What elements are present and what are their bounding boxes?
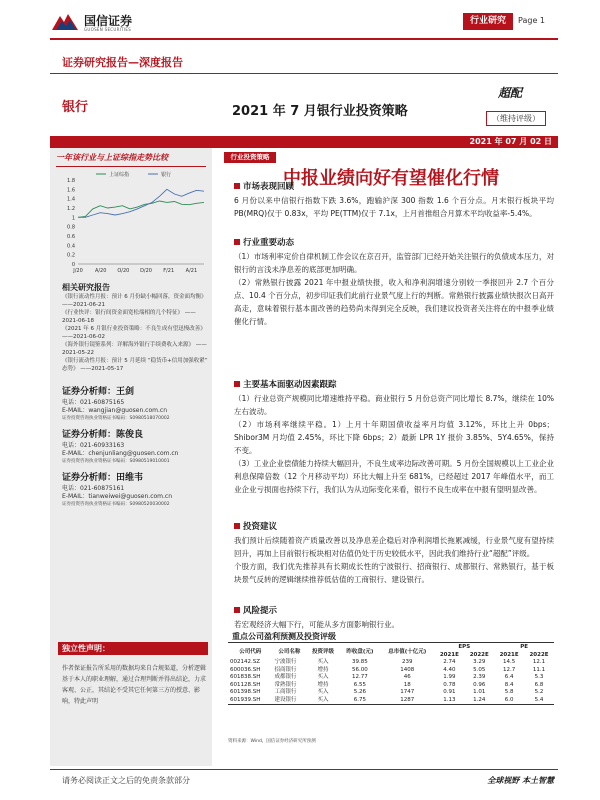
section-title — [234, 378, 554, 390]
x-tick-label: A/21 — [185, 268, 198, 274]
headline: 中报业绩向好有望催化行情 — [283, 168, 499, 189]
section-tag: 行业投资策略 — [224, 152, 276, 163]
table-cell: 600036.SH — [230, 666, 261, 673]
section — [234, 520, 554, 586]
sidebar — [50, 148, 212, 766]
table-cell: 1.01 — [473, 689, 486, 695]
table-cell: 5.26 — [353, 689, 367, 695]
analyst-cert: 证券投资咨询执业资格证书编码：S0980518070002 — [62, 416, 170, 421]
date-bar — [50, 136, 558, 148]
table-cell: 56.00 — [352, 666, 368, 673]
legend-label: 上证综指 — [109, 172, 130, 178]
related-report-item: 《2021 年 6 月银行业投资策略：不良生成有望迅慢改善》 ——2021-06-02 — [62, 326, 206, 340]
table-cell: 6.0 — [494, 697, 524, 705]
table-cell: 增持 — [317, 666, 329, 673]
table-cell: 11.1 — [532, 666, 546, 673]
analyst-list — [62, 384, 210, 513]
table-title: 重点公司盈利预测及投资评级 — [232, 632, 336, 641]
table-cell: 5.8 — [504, 689, 514, 695]
section — [234, 604, 554, 631]
analyst-email: E-MAIL：chenjunliang@guosen.com.cn — [62, 450, 179, 457]
table-cell: 12.7 — [502, 666, 516, 673]
analyst-card — [62, 470, 210, 508]
x-tick-label: A/20 — [94, 268, 107, 274]
section-paragraph: 个股方面，我们优先推荐具有长期成长性的宁波银行、招商银行、成都银行、常熟银行，基于板块景气反转的逻辑继续推荐低估值的工商银行、建设银行。 — [234, 562, 554, 584]
related-list — [62, 293, 208, 373]
table-cell: 6.4 — [504, 674, 514, 680]
table-header-cell: 投资评级 — [306, 643, 340, 660]
header-rule — [50, 38, 558, 40]
table-header-cell: 总市值(十亿元) — [380, 643, 434, 660]
company-sub: GUOSEN SECURITIES — [84, 27, 132, 32]
section-title — [234, 180, 554, 192]
table-header-cell: 昨收盘(元) — [340, 643, 380, 660]
independence-heading: 独立性声明： — [58, 642, 208, 655]
table-subheader-cell: 2021E — [439, 652, 459, 658]
report-type: 证券研究报告—深度报告 — [62, 56, 183, 69]
analyst-role: 证券分析师： — [62, 387, 117, 397]
footer-slogan: 全球视野 本土智慧 — [487, 776, 554, 785]
analyst-name — [62, 470, 210, 483]
analyst-name-text: 王剑 — [116, 387, 135, 397]
table-cell: 建设银行 — [273, 697, 307, 705]
table-subheader-cell: 2021E — [499, 652, 519, 658]
table-cell: 002142.SZ — [230, 659, 261, 665]
y-tick-label: 1.8 — [67, 178, 75, 184]
table-cell: 6.8 — [534, 681, 544, 688]
y-tick-label: 0.4 — [67, 243, 75, 250]
y-tick-label: 1 — [71, 215, 75, 222]
analyst-card — [62, 427, 210, 465]
industry-label: 银行 — [62, 100, 89, 115]
table-row — [228, 697, 554, 705]
table-group-header: EPS — [434, 643, 494, 652]
table-cell: 5.2 — [534, 689, 544, 695]
section-title — [234, 236, 554, 248]
table-cell: 39.85 — [352, 659, 368, 665]
section-paragraph: 我们预计后续随着资产质量改善以及净息差企稳后对净利润增长拖累减缓，行业景气度有望持续回升，再加上目前银行板块相对估值仍处于历史较低水平，因此我们维持行业“超配”评级。 — [234, 536, 554, 558]
table-group-header: PE — [494, 643, 554, 652]
header-tab: 行业研究 — [463, 13, 513, 30]
chart-heading: 一年该行业与上证综指走势比较 — [56, 152, 206, 167]
table-row — [228, 689, 554, 697]
table-header-cell: 公司名称 — [273, 643, 307, 660]
performance-chart — [56, 168, 208, 278]
section-paragraph: 若宏观经济大幅下行，可能从多方面影响银行业。 — [234, 620, 399, 629]
table-cell: 18 — [403, 681, 411, 688]
section — [234, 236, 554, 328]
table-row — [228, 674, 554, 682]
table-cell: 1747 — [400, 689, 415, 695]
table-cell: 46 — [403, 674, 411, 680]
table-cell: 12.1 — [532, 659, 546, 665]
report-date: 2021 年 07 月 02 日 — [469, 137, 552, 146]
y-tick-label: 0.8 — [67, 224, 75, 231]
table-cell: 1408 — [400, 666, 415, 673]
table-cell: 0.78 — [443, 681, 456, 688]
section-title — [234, 604, 554, 616]
bullet-icon — [234, 239, 240, 245]
bullet-icon — [234, 183, 240, 189]
section-paragraph: 6 月份以来中信银行指数下跌 3.6%，跑输沪深 300 指数 1.6 个百分点。月末银行板块平均 PB(MRQ)仅于 0.83x，平均 PE(TTM)仅于 7.1x，上月首推组合月算术平均收益率-5.4%。 — [234, 196, 554, 218]
related-report-item: 《银行流动性月报：预计 5 月延续 “稳货币+信用加强收紧” 态势》 ——2021-05-17 — [62, 358, 208, 372]
table-cell: 12.77 — [352, 674, 368, 680]
table-cell: 6.55 — [353, 681, 367, 688]
analyst-phone: 电话：021-60933163 — [62, 442, 125, 449]
table-cell: 0.96 — [473, 681, 486, 688]
table-cell: 1.24 — [464, 697, 494, 705]
table-cell: 5.3 — [534, 674, 544, 680]
x-tick-label: F/21 — [163, 268, 175, 274]
section — [234, 378, 554, 496]
table-cell: 601398.SH — [230, 689, 261, 695]
table-row — [228, 659, 554, 667]
analyst-name — [62, 427, 210, 440]
footer-rule — [50, 769, 558, 770]
table-cell: 1287 — [380, 697, 434, 705]
analyst-role: 证券分析师： — [62, 430, 117, 440]
section-title-text: 投资建议 — [243, 522, 278, 532]
y-tick-label: 1.4 — [67, 196, 75, 203]
table-cell: 601128.SH — [230, 681, 261, 688]
y-tick-label: 0.2 — [67, 252, 75, 259]
independence-text: 作者保证报告所采用的数据均来自合规渠道，分析逻辑基于本人的职业理解，通过合理判断并得出结论，力求客观、公正，其结论不受其它任何第三方的授意、影响，特此声明 — [62, 665, 207, 705]
related-report-item: 《行业快评：银行间资金面宽松端相的几个特征》 ——2021-06-18 — [62, 310, 196, 324]
table-cell: 3.29 — [473, 659, 486, 665]
section-title — [234, 520, 554, 532]
rating-note: （维持评级） — [486, 111, 546, 126]
table-cell: 招商银行 — [274, 666, 297, 673]
table-cell: 5.4 — [524, 697, 554, 705]
analyst-name-text: 陈俊良 — [116, 430, 144, 440]
report-type-rule — [50, 73, 558, 74]
table-cell: 0.91 — [443, 689, 456, 695]
analyst-name-text: 田维韦 — [116, 473, 144, 483]
table-note: 资料来源：Wind、国信证券经济研究所预测 — [228, 739, 316, 744]
page-number: Page 1 — [518, 16, 545, 25]
legend-label: 银行 — [161, 172, 172, 178]
table-cell: 常熟银行 — [274, 681, 297, 688]
table-header-row — [228, 643, 554, 652]
section — [234, 180, 554, 220]
table-cell: 601838.SH — [230, 674, 261, 680]
x-tick-label: J/20 — [73, 268, 83, 274]
table-cell: 239 — [401, 659, 413, 665]
y-tick-label: 0.6 — [67, 234, 75, 240]
section-title-text: 风险提示 — [243, 606, 278, 616]
y-tick-label: 1.6 — [67, 187, 75, 194]
page-title: 2021 年 7 月银行业投资策略 — [232, 104, 408, 119]
x-tick-label: O/20 — [117, 268, 130, 274]
table-subheader-cell: 2022E — [469, 652, 489, 658]
y-tick-label: 0 — [71, 262, 75, 268]
analyst-name — [62, 384, 210, 397]
table-row — [228, 682, 554, 690]
table-cell: 成都银行 — [274, 674, 297, 680]
table-cell: 601939.SH — [228, 697, 273, 705]
series-line — [78, 189, 204, 217]
section-paragraph: （2）市场利率继续平稳。1）上月十年期国债收益率月均值 3.12%，环比上升 0bps；Shibor3M 月均值 2.45%，环比下降 6bps；2）最新 LPR 1Y 报价 3.85%、5Y4.65%，保持不变。 — [234, 420, 554, 455]
forecast-table — [228, 642, 554, 705]
table-row — [228, 667, 554, 675]
analyst-card — [62, 384, 210, 422]
bullet-icon — [234, 381, 240, 387]
analyst-email: E-MAIL：wangjian@guosen.com.cn — [62, 407, 167, 414]
related-report-item: 《银行流动性月报：预计 6 月份缺小幅回落，资金面均衡》 ——2021-06-21 — [62, 294, 207, 308]
table-cell: 5.05 — [473, 666, 486, 673]
table-cell: 14.5 — [502, 659, 516, 665]
analyst-phone: 电话：021-60875161 — [62, 485, 125, 492]
related-heading: 相关研究报告 — [62, 283, 110, 292]
company-name: 国信证券 — [84, 14, 133, 28]
table-cell: 买入 — [306, 697, 340, 705]
series-line — [78, 201, 204, 217]
table-cell: 买入 — [317, 689, 329, 695]
section-paragraph: （1）行业总资产规模同比增速维持平稳。商业银行 5 月份总资产同比增长 8.7%，继续在 10%左右波动。 — [234, 394, 554, 416]
analyst-cert: 证券投资咨询执业资格证书编码：S0980519010001 — [62, 459, 170, 464]
related-report-item: 《海外银行镜鉴系列：详解海外银行手续费收入来源》 ——2021-05-22 — [62, 342, 207, 356]
table-cell: 买入 — [317, 659, 329, 665]
section-paragraph: （2）常熟银行披露 2021 年中报业绩快报，收入和净利润增速分别较一季报回升 2.7 个百分点、10.4 个百分点，初步印证我们此前行业景气度上行的判断。常熟银行披露业绩快报次日高开高走，意味着银行基本面改善的趋势尚未得到完全反映，我们建议投资者关注将在的中报季业绩催化行情。 — [234, 278, 554, 326]
rating: 超配 — [498, 86, 523, 100]
y-tick-label: 1.2 — [67, 206, 75, 212]
table-cell: 1.13 — [434, 697, 464, 705]
section-paragraph: （3）工业企业偿债能力持续大幅回升，不良生成率边际改善可期。5 月份全国规模以上工业企业利息保障倍数（12 个月移动平均）环比大幅上升至 681%，已经超过 2017 年峰值水平，而工业企业亏损面也持续下行，我们认为从边际变化来看，银行不良生成率在中报有望明显改善。 — [234, 459, 554, 494]
section-title-text: 市场表现回顾 — [243, 182, 295, 192]
table-cell: 4.40 — [443, 666, 456, 673]
table-cell: 6.75 — [340, 697, 380, 705]
table-cell: 8.4 — [504, 681, 514, 688]
table-cell: 宁波银行 — [274, 659, 297, 665]
section-title-text: 行业重要动态 — [243, 238, 295, 248]
table-cell: 2.39 — [473, 674, 486, 680]
company-logo — [50, 8, 160, 36]
table-cell: 增持 — [317, 681, 329, 688]
table-cell: 工商银行 — [274, 689, 297, 695]
table-subheader-cell: 2022E — [529, 652, 549, 658]
company-logo-icon — [50, 10, 80, 34]
section-title-text: 主要基本面驱动因素跟踪 — [243, 380, 337, 390]
footer-disclaimer: 请务必阅读正文之后的免责条款部分 — [62, 776, 190, 785]
analyst-role: 证券分析师： — [62, 473, 117, 483]
analyst-phone: 电话：021-60875165 — [62, 399, 125, 406]
x-tick-label: D/20 — [140, 268, 152, 274]
table-header-cell: 公司代码 — [228, 643, 273, 660]
table-cell: 2.74 — [443, 659, 456, 665]
bullet-icon — [234, 523, 240, 529]
analyst-cert: 证券投资咨询执业资格证书编码：S0980520030002 — [62, 502, 170, 507]
table-cell: 买入 — [317, 674, 329, 680]
table-cell: 1.99 — [443, 674, 456, 680]
section-paragraph: （1）市场利率定价自律机制工作会议在京召开，监管部门已经开始关注银行的负债成本压力，对银行的言浅未净息差的底部更加明确。 — [234, 252, 554, 274]
analyst-email: E-MAIL：tianweiwei@guosen.com.cn — [62, 493, 173, 500]
bullet-icon — [234, 607, 240, 613]
